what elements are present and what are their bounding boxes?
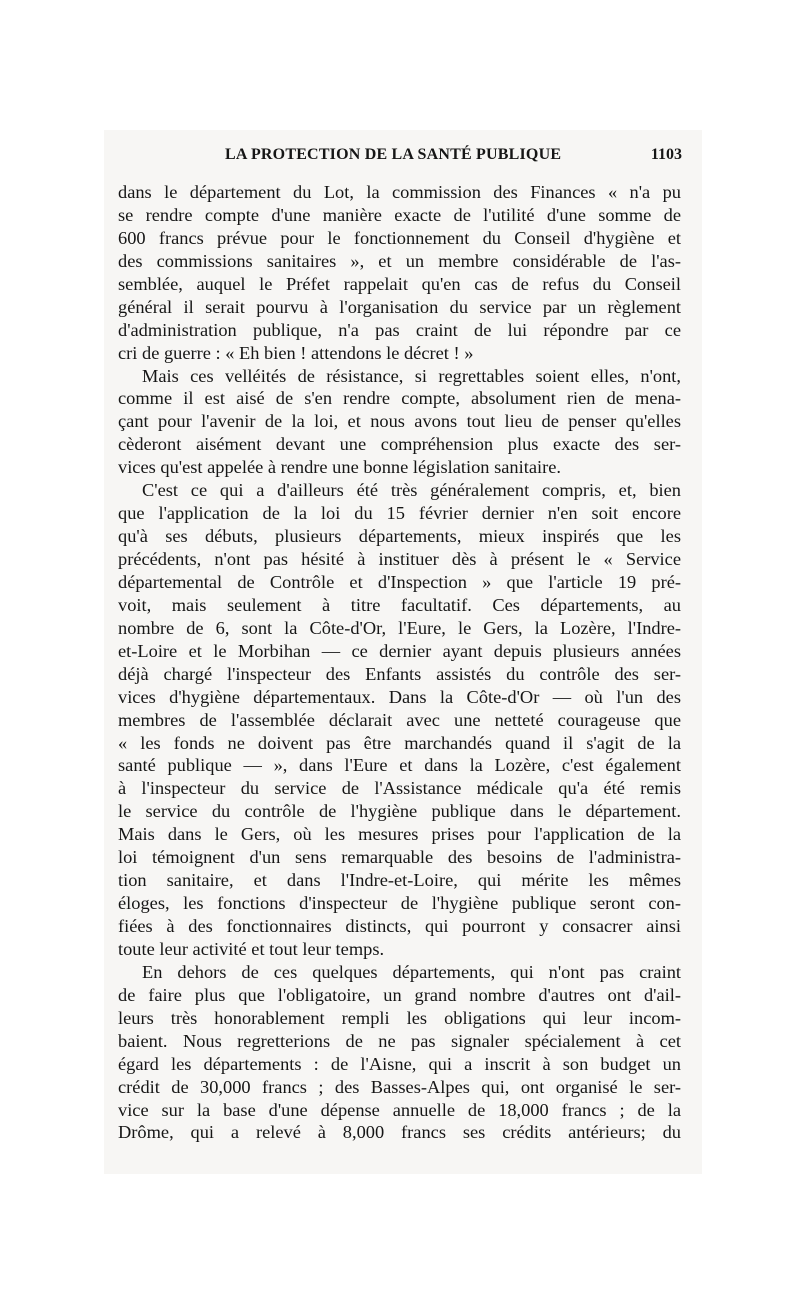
text-line: tion sanitaire, et dans l'Indre-et-Loire, qui mérite les mêmes [118, 870, 681, 891]
text-line: vice sur la base d'une dépense annuelle de 18,000 francs ; de la [118, 1099, 681, 1120]
text-line: membres de l'assemblée déclarait avec une netteté courageuse que [118, 709, 681, 730]
text-line: précédents, n'ont pas hésité à instituer dès à présent le « Service [118, 549, 681, 569]
page-header [115, 146, 682, 168]
text-line: Mais ces velléités de résistance, si regrettables soient elles, n'ont, [142, 365, 681, 386]
text-line: C'est ce qui a d'ailleurs été très généralement compris, et, bien [142, 480, 681, 501]
text-line: vices d'hygiène départementaux. Dans la Côte-d'Or — où l'un des [118, 686, 681, 707]
text-line: comme il est aisé de s'en rendre compte, absolument rien de mena- [118, 388, 681, 409]
text-line: le service du contrôle de l'hygiène publique dans le département. [118, 801, 681, 822]
body-text [118, 181, 681, 1144]
text-line: vices qu'est appelée à rendre une bonne législation sanitaire. [118, 457, 561, 478]
text-line: général il serait pourvu à l'organisation du service par un règlement [118, 296, 681, 317]
text-line: cri de guerre : « Eh bien ! attendons le décret ! » [118, 342, 474, 363]
text-line: éloges, les fonctions d'inspecteur de l'hygiène publique seront con- [118, 893, 681, 914]
text-line: çant pour l'avenir de la loi, et nous avons tout lieu de penser qu'elles [118, 411, 681, 432]
text-line: se rendre compte d'une manière exacte de l'utilité d'une somme de [118, 204, 681, 225]
text-line: de faire plus que l'obligatoire, un grand nombre d'autres ont d'ail- [118, 984, 681, 1005]
paragraph [118, 961, 681, 1145]
text-line: voit, mais seulement à titre facultatif. Ces départements, au [118, 594, 681, 615]
text-line: départemental de Contrôle et d'Inspection » que l'article 19 pré- [118, 571, 681, 592]
paragraph [118, 365, 681, 480]
text-line: 600 francs prévue pour le fonctionnement du Conseil d'hygiène et [118, 227, 681, 248]
text-line: toute leur activité et tout leur temps. [118, 938, 385, 959]
text-line: semblée, auquel le Préfet rappelait qu'en cas de refus du Conseil [118, 273, 681, 294]
text-line: qu'à ses débuts, plusieurs départements, mieux inspirés que les [118, 526, 681, 547]
text-line: crédit de 30,000 francs ; des Basses-Alpes qui, ont organisé le ser- [118, 1076, 681, 1097]
text-line: et-Loire et le Morbihan — ce dernier ayant depuis plusieurs années [118, 640, 681, 661]
text-line: Drôme, qui a relevé à 8,000 francs ses crédits antérieurs; du [118, 1122, 681, 1143]
text-line: baient. Nous regretterions de ne pas signaler spécialement à cet [118, 1030, 681, 1051]
text-line: égard les départements : de l'Aisne, qui a inscrit à son budget un [118, 1053, 681, 1074]
text-line: leurs très honorablement rempli les obligations qui leur incom- [118, 1007, 681, 1028]
text-line: cèderont aisément devant une compréhension plus exacte des ser- [118, 434, 681, 455]
text-line: dans le département du Lot, la commission des Finances « n'a pu [118, 182, 681, 202]
text-line: d'administration publique, n'a pas craint de lui répondre par ce [118, 319, 681, 340]
text-line: déjà chargé l'inspecteur des Enfants assistés du contrôle des ser- [118, 663, 681, 684]
paragraph [118, 479, 681, 961]
text-line: santé publique — », dans l'Eure et dans la Lozère, c'est également [118, 755, 681, 776]
text-line: En dehors de ces quelques départements, qui n'ont pas craint [142, 961, 681, 982]
text-line: fiées à des fonctionnaires distincts, qui pourront y consacrer ainsi [118, 916, 681, 936]
text-line: que l'application de la loi du 15 février dernier n'en soit encore [118, 503, 681, 524]
paragraph [118, 181, 681, 365]
text-line: nombre de 6, sont la Côte-d'Or, l'Eure, le Gers, la Lozère, l'Indre- [118, 617, 681, 638]
text-line: « les fonds ne doivent pas être marchandés quand il s'agit de la [118, 732, 681, 753]
text-line: Mais dans le Gers, où les mesures prises pour l'application de la [118, 824, 681, 845]
page-number: 1103 [650, 146, 682, 163]
text-line: loi témoignent d'un sens remarquable des besoins de l'administra- [118, 847, 681, 868]
text-line: à l'inspecteur du service de l'Assistance médicale qu'a été remis [118, 778, 681, 799]
text-line: des commissions sanitaires », et un membre considérable de l'as- [118, 250, 681, 271]
running-title: LA PROTECTION DE LA SANTÉ PUBLIQUE [225, 146, 562, 163]
